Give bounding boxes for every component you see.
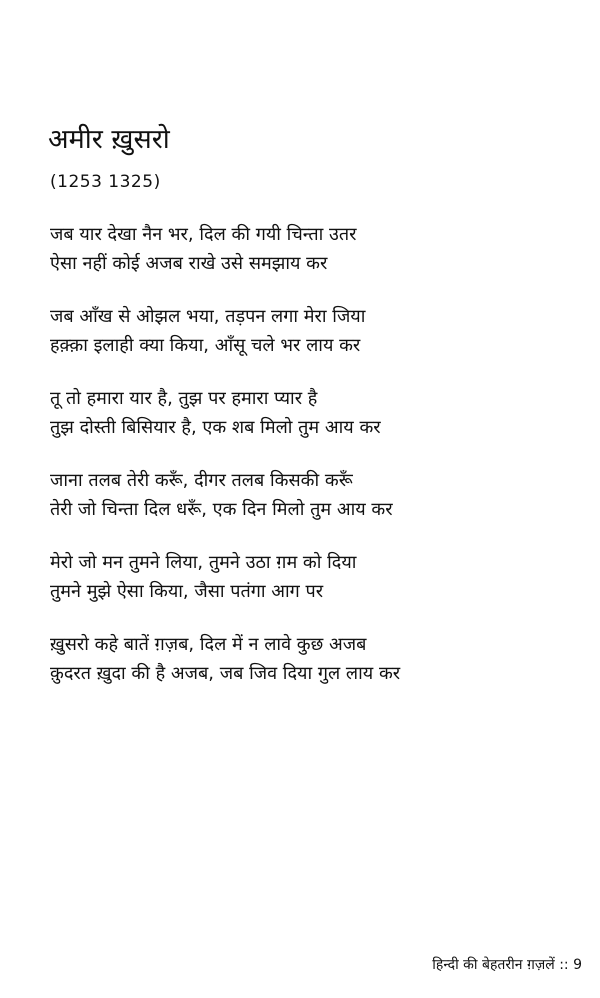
verse-line: तुझ दोस्ती बिसियार है, एक शब मिलो तुम आय कर [50,417,381,438]
verse-line: तेरी जो चिन्ता दिल धरूँ, एक दिन मिलो तुम आय कर [50,499,393,520]
verse-line: क़ुदरत ख़ुदा की है अजब, जब जिव दिया गुल लाय कर [50,663,401,684]
couplet [50,302,550,360]
verse-line: जब यार देखा नैन भर, दिल की गयी चिन्ता उतर [50,224,357,245]
verse-line: मेरो जो मन तुमने लिया, तुमने उठा ग़म को दिया [50,552,357,573]
verse-line: तुमने मुझे ऐसा किया, जैसा पतंगा आग पर [50,581,324,602]
verse-line: हक़्क़ा इलाही क्या किया, आँसू चले भर लाय कर [50,335,361,356]
poet-years: (1253 1325) [50,172,161,192]
couplet [50,384,550,442]
verse-line: ख़ुसरो कहे बातें ग़ज़ब, दिल में न लावे कुछ अजब [50,634,367,655]
page-footer: हिन्दी की बेहतरीन ग़ज़लें :: 9 [432,957,582,973]
ghazal-text [50,220,550,712]
couplet [50,466,550,524]
couplet [50,548,550,606]
verse-line: जब आँख से ओझल भया, तड़पन लगा मेरा जिया [50,306,366,327]
verse-line: जाना तलब तेरी करूँ, दीगर तलब किसकी करूँ [50,470,353,491]
couplet [50,220,550,278]
poet-name-heading: अमीर ख़ुसरो [48,124,170,155]
verse-line: तू तो हमारा यार है, तुझ पर हमारा प्यार है [50,388,318,409]
couplet [50,630,550,688]
verse-line: ऐसा नहीं कोई अजब राखे उसे समझाय कर [50,253,328,274]
